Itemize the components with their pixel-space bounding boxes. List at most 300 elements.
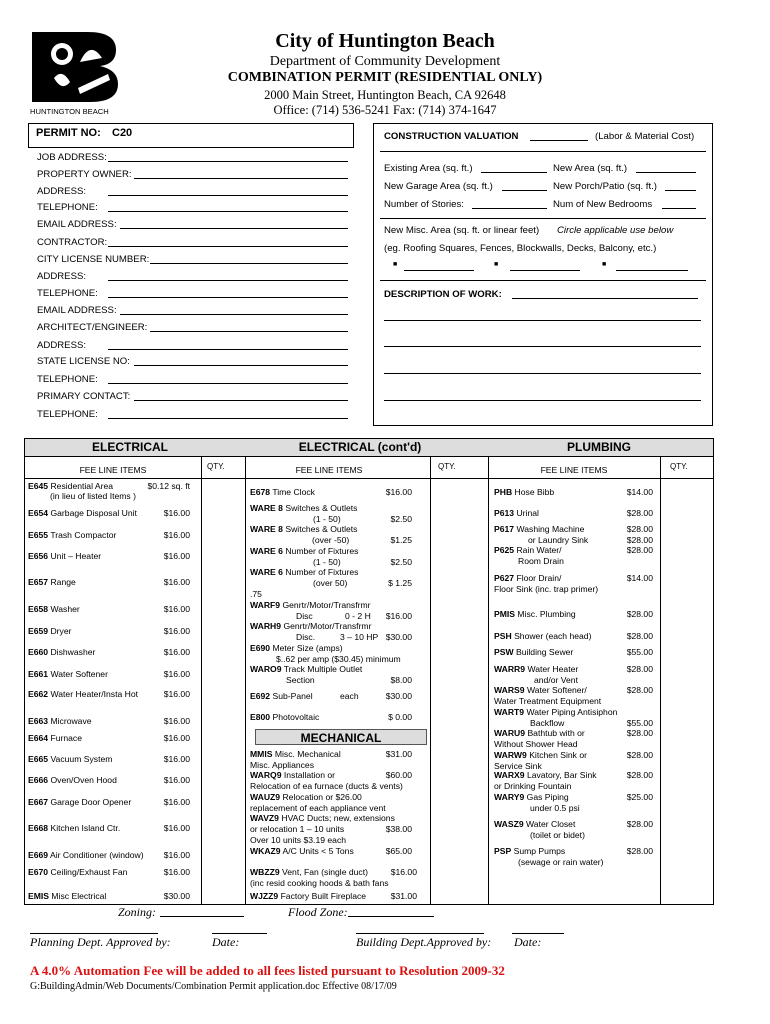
wart9-row — [494, 707, 617, 718]
fee-price: $16.00 — [163, 647, 190, 657]
ware8a-range: (1 - 50) — [313, 514, 341, 524]
warx9-row — [494, 770, 597, 781]
field-input[interactable] — [150, 323, 348, 332]
bedrooms-label: Num of New Bedrooms — [553, 199, 653, 210]
wauz9-note: replacement of each appliance vent — [250, 803, 386, 813]
psw-row — [494, 647, 573, 658]
mechanical-header: MECHANICAL — [255, 729, 427, 745]
building-sign-line[interactable] — [356, 933, 484, 934]
fee-code: E662 — [28, 689, 49, 699]
fee-code: E645 — [28, 481, 49, 491]
fee-desc: Urinal — [516, 508, 539, 518]
fee-desc: Dryer — [50, 626, 72, 636]
existing-area-input[interactable] — [481, 164, 547, 173]
electrical-row — [28, 775, 117, 786]
field-input[interactable] — [108, 375, 348, 384]
field-input[interactable] — [108, 272, 348, 281]
misc-input-2[interactable] — [510, 262, 580, 271]
fee-desc: Water Piping Antisiphon — [526, 707, 618, 717]
warq9-row: WARQ9 Installation or — [250, 770, 336, 780]
fee-code: WARU9 — [494, 728, 526, 738]
fee-price: $16.00 — [163, 689, 190, 699]
field-label: JOB ADDRESS: — [37, 152, 107, 163]
fee-code: E667 — [28, 797, 49, 807]
planning-approved-label: Planning Dept. Approved by: — [30, 935, 171, 949]
fee-price: $16.00 — [163, 797, 190, 807]
fee-price: $14.00 — [626, 573, 653, 583]
electrical-row — [28, 626, 71, 637]
field-9 — [37, 305, 117, 316]
field-3 — [37, 202, 98, 213]
fee-price: $30.00 — [163, 891, 190, 901]
field-input[interactable] — [134, 357, 348, 366]
fee-code: E666 — [28, 775, 49, 785]
fee-desc: Water Heater/Insta Hot — [50, 689, 139, 699]
wkaz9-row: WKAZ9 A/C Units < 5 Tons — [250, 846, 354, 856]
fee-price: $16.00 — [163, 530, 190, 540]
valuation-input[interactable] — [530, 132, 588, 141]
e690-rate: $..62 per amp ($30.45) minimum — [276, 654, 401, 664]
electrical-row — [28, 669, 108, 680]
valuation-label: CONSTRUCTION VALUATION — [384, 131, 519, 142]
field-11 — [37, 340, 86, 351]
electrical-row — [28, 530, 116, 541]
fee-code: WARW9 — [494, 750, 527, 760]
zoning-label: Zoning: — [118, 905, 157, 919]
field-label: ADDRESS: — [37, 340, 87, 351]
wavz9-row: WAVZ9 HVAC Ducts; new, extensions — [250, 813, 395, 823]
field-12 — [37, 356, 130, 367]
fee-price: $25.00 — [626, 792, 653, 802]
p627-row — [494, 573, 561, 584]
fee-price: $16.00 — [163, 733, 190, 743]
fee-desc: Kitchen Island Ctr. — [50, 823, 121, 833]
porch-area-label: New Porch/Patio (sq. ft.) — [553, 181, 657, 192]
fee-price: $16.00 — [163, 626, 190, 636]
field-input[interactable] — [120, 220, 348, 229]
fee-desc: Shower (each head) — [514, 631, 592, 641]
fee-code: E654 — [28, 508, 49, 518]
porch-area-input[interactable] — [665, 182, 696, 191]
fee-code: E663 — [28, 716, 49, 726]
flood-zone-label: Flood Zone: — [288, 905, 348, 919]
warq9-note: Relocation of ea furnace (ducts & vents) — [250, 781, 403, 791]
fee-line-head-1: FEE LINE ITEMS — [79, 465, 147, 475]
ware6b-range: (over 50) — [313, 578, 348, 588]
fee-code: E664 — [28, 733, 49, 743]
fee-code: P625 — [494, 545, 515, 555]
pmis-row — [494, 609, 576, 620]
fee-price: $55.00 — [626, 718, 653, 728]
fee-price: $28.00 — [626, 750, 653, 760]
fee-code: WARY9 — [494, 792, 525, 802]
bullet-1: ■ — [393, 261, 398, 268]
electrical-row — [28, 716, 92, 727]
field-label: PRIMARY CONTACT: — [37, 391, 131, 402]
fee-code: P613 — [494, 508, 515, 518]
fee-desc: Residential Area — [50, 481, 114, 491]
warf9-row: WARF9 Genrtr/Motor/Transfrmr — [250, 600, 371, 610]
fee-code: E669 — [28, 850, 49, 860]
waz9-row — [494, 819, 575, 830]
warf9-disc: Disc — [296, 611, 313, 621]
fee-note: (sewage or rain water) — [518, 857, 604, 867]
fee-note: Backflow — [530, 718, 565, 728]
fee-code: E668 — [28, 823, 49, 833]
ware6a-price: $2.50 — [390, 557, 412, 567]
field-input[interactable] — [108, 187, 348, 196]
fee-price: $28.00 — [626, 685, 653, 695]
ware6a-range: (1 - 50) — [313, 557, 341, 567]
e690-row: E690 Meter Size (amps) — [250, 643, 343, 653]
field-10 — [37, 322, 147, 333]
misc-examples: (eg. Roofing Squares, Fences, Blockwalls, Decks, Balcony, etc.) — [384, 243, 657, 254]
permit-no-value: C20 — [112, 127, 133, 139]
field-6 — [37, 254, 149, 265]
new-area-label: New Area (sq. ft.) — [553, 163, 628, 174]
city-address: 2000 Main Street, Huntington Beach, CA 92648 — [264, 88, 506, 102]
wjzz9-row: WJZZ9 Factory Built Fireplace — [250, 891, 367, 901]
fee-desc: Sump Pumps — [513, 846, 566, 856]
fee-desc: Water Closet — [526, 819, 576, 829]
fee-code: EMIS — [28, 891, 50, 901]
field-input[interactable] — [134, 170, 348, 179]
fee-desc: Kitchen Sink or — [529, 750, 587, 760]
qty-head-3: QTY. — [670, 462, 688, 471]
fee-note: Without Shower Head — [494, 739, 578, 749]
valuation-note: (Labor & Material Cost) — [595, 131, 695, 142]
new-area-input[interactable] — [636, 164, 696, 173]
fee-code: WASZ9 — [494, 819, 524, 829]
fee-desc: Bathtub with or — [527, 728, 585, 738]
description-line-2[interactable] — [384, 320, 701, 321]
waro9-row: WARO9 Track Multiple Outlet — [250, 664, 363, 674]
wbzz9-row: WBZZ9 Vent, Fan (single duct) — [250, 867, 368, 877]
zoning-input[interactable] — [160, 907, 244, 917]
fee-desc: Misc Electrical — [51, 891, 107, 901]
wkaz9-price: $65.00 — [385, 846, 412, 856]
city-phone: Office: (714) 536-5241 Fax: (714) 374-1647 — [273, 103, 497, 117]
fee-price: $16.00 — [163, 754, 190, 764]
fee-price: $28.00 — [626, 545, 653, 555]
field-input[interactable] — [108, 238, 348, 247]
fee-line-head-3: FEE LINE ITEMS — [540, 465, 608, 475]
logo-caption: HUNTINGTON BEACH — [30, 107, 109, 116]
fee-line-head-2: FEE LINE ITEMS — [295, 465, 363, 475]
fee-desc: Garage Door Opener — [50, 797, 132, 807]
ware6a-row: WARE 6 Number of Fixtures — [250, 546, 359, 556]
phb-row — [494, 487, 554, 498]
electrical-row — [28, 797, 131, 808]
electrical-row — [28, 577, 76, 588]
fee-code: WARS9 — [494, 685, 525, 695]
field-14 — [37, 391, 130, 402]
fee-desc: Dishwasher — [50, 647, 96, 657]
wauz9-row: WAUZ9 Relocation or $26.00 — [250, 792, 362, 802]
wars9-row — [494, 685, 587, 696]
fee-desc: Unit – Heater — [50, 551, 102, 561]
waro9-price: $8.00 — [390, 675, 412, 685]
p613-row — [494, 508, 539, 519]
description-line-4[interactable] — [384, 373, 701, 374]
fee-note: or Laundry Sink — [528, 535, 589, 545]
building-date-label: Date: — [514, 935, 542, 949]
fee-price: $28.00 — [626, 819, 653, 829]
wavz9-note: or relocation 1 – 10 units — [250, 824, 345, 834]
ware8a-price: $2.50 — [390, 514, 412, 524]
fee-code: PHB — [494, 487, 513, 497]
field-7 — [37, 271, 86, 282]
fee-desc: Water Softener/ — [526, 685, 587, 695]
wjzz9-price: $31.00 — [390, 891, 417, 901]
wavz9-over: Over 10 units $3.19 each — [250, 835, 347, 845]
misc-input-1[interactable] — [404, 262, 474, 271]
field-4 — [37, 219, 117, 230]
e678-row: E678 Time Clock — [250, 487, 315, 497]
garage-area-input[interactable] — [502, 182, 547, 191]
fee-price: $28.00 — [626, 508, 653, 518]
fee-code: E659 — [28, 626, 49, 636]
electrical-row — [28, 823, 120, 834]
field-label: STATE LICENSE NO: — [37, 356, 130, 367]
field-2 — [37, 186, 86, 197]
fee-code: WART9 — [494, 707, 525, 717]
electrical-row — [28, 604, 80, 615]
warr9-row — [494, 664, 578, 675]
waro9-section: Section — [286, 675, 315, 685]
fee-desc: Building Sewer — [515, 647, 574, 657]
field-label: ARCHITECT/ENGINEER: — [37, 322, 148, 333]
fee-note: Floor Sink (inc. trap primer) — [494, 584, 599, 594]
fee-code: PSP — [494, 846, 512, 856]
fee-price: $28.00 — [626, 846, 653, 856]
fee-code: E670 — [28, 867, 49, 877]
planning-sign-line[interactable] — [30, 933, 158, 934]
ware8b-price: $1.25 — [390, 535, 412, 545]
bullet-3: ■ — [602, 261, 607, 268]
fee-price: $16.00 — [163, 551, 190, 561]
field-13 — [37, 374, 98, 385]
warh9-price: $30.00 — [385, 632, 412, 642]
fee-price: $28.00 — [626, 524, 653, 534]
form-title: COMBINATION PERMIT (RESIDENTIAL ONLY) — [227, 70, 543, 85]
fee-price: $28.00 — [626, 535, 653, 545]
fee-price: $28.00 — [626, 664, 653, 674]
field-label: ADDRESS: — [37, 271, 87, 282]
fee-note: (toilet or bidet) — [530, 830, 585, 840]
description-line-5[interactable] — [384, 400, 701, 401]
p625-row — [494, 545, 562, 556]
building-approved-label: Building Dept.Approved by: — [356, 935, 492, 949]
field-label: CITY LICENSE NUMBER: — [37, 254, 150, 265]
fee-note: and/or Vent — [534, 675, 578, 685]
fee-desc: Oven/Oven Hood — [50, 775, 117, 785]
psp-row — [494, 846, 565, 857]
flood-zone-input[interactable] — [348, 907, 434, 917]
description-line-3[interactable] — [384, 346, 701, 347]
warf9-hp: 0 - 2 H — [345, 611, 371, 621]
fee-desc: Garbage Disposal Unit — [50, 508, 137, 518]
fee-code: PSH — [494, 631, 512, 641]
fee-code: E658 — [28, 604, 49, 614]
electrical-row — [28, 689, 138, 700]
fee-code: E661 — [28, 669, 49, 679]
fee-code: E665 — [28, 754, 49, 764]
field-label: EMAIL ADDRESS: — [37, 219, 117, 230]
electrical-header: ELECTRICAL — [25, 439, 235, 456]
fee-desc: Rain Water/ — [516, 545, 562, 555]
e800-price: $ 0.00 — [388, 712, 412, 722]
fee-price: $28.00 — [626, 609, 653, 619]
city-title: City of Huntington Beach — [275, 30, 495, 52]
fee-price: $14.00 — [626, 487, 653, 497]
warh9-hp: 3 – 10 HP — [340, 632, 379, 642]
electrical-row — [28, 891, 106, 902]
fee-desc: Range — [50, 577, 76, 587]
fee-price: $28.00 — [626, 728, 653, 738]
fee-note: Service Sink — [494, 761, 542, 771]
misc-input-3[interactable] — [616, 262, 688, 271]
fee-price: $16.00 — [163, 577, 190, 587]
automation-fee-notice: A 4.0% Automation Fee will be added to all fees listed pursuant to Resolution 2009-32 — [30, 963, 505, 978]
stories-input[interactable] — [472, 200, 547, 209]
electrical-row — [28, 867, 127, 878]
fee-price: $16.00 — [163, 669, 190, 679]
e800-row: E800 Photovoltaic — [250, 712, 320, 722]
description-input-1[interactable] — [512, 290, 698, 299]
field-input[interactable] — [108, 410, 348, 419]
ware6b-extra: .75 — [250, 589, 262, 599]
electrical-row — [28, 647, 95, 658]
warq9-price: $60.00 — [385, 770, 412, 780]
psh-row — [494, 631, 591, 642]
field-input[interactable] — [108, 203, 348, 212]
wbzz9-note: (inc resid cooking hoods & bath fans — [250, 878, 389, 888]
field-input[interactable] — [134, 392, 348, 401]
building-date-line[interactable] — [512, 933, 564, 934]
qty-head-2: QTY. — [438, 462, 456, 471]
fee-desc: Washer — [50, 604, 80, 614]
fee-code: E656 — [28, 551, 49, 561]
file-path: G:BuildingAdmin/Web Documents/Combination Permit application.doc Effective 08/17/09 — [30, 981, 397, 992]
wbzz9-price: $16.00 — [390, 867, 417, 877]
electrical-row — [28, 754, 112, 765]
field-label: ADDRESS: — [37, 186, 87, 197]
field-5 — [37, 237, 107, 248]
field-input[interactable] — [108, 289, 348, 298]
field-input[interactable] — [120, 306, 348, 315]
description-label: DESCRIPTION OF WORK: — [384, 289, 502, 300]
circle-note: Circle applicable use below — [557, 225, 674, 236]
field-label: CONTRACTOR: — [37, 237, 108, 248]
fee-note: or Drinking Fountain — [494, 781, 572, 791]
field-input[interactable] — [108, 341, 348, 350]
warh9-disc: Disc. — [296, 632, 316, 642]
e678-price: $16.00 — [385, 487, 412, 497]
fee-price: $55.00 — [626, 647, 653, 657]
fee-price: $16.00 — [163, 508, 190, 518]
field-label: TELEPHONE: — [37, 202, 98, 213]
fee-note: Room Drain — [518, 556, 564, 566]
p617-row — [494, 524, 584, 535]
field-label: TELEPHONE: — [37, 288, 98, 299]
field-label: TELEPHONE: — [37, 374, 98, 385]
bedrooms-input[interactable] — [662, 200, 696, 209]
field-label: EMAIL ADDRESS: — [37, 305, 117, 316]
e692-row: E692 Sub-Panel — [250, 691, 313, 701]
electrical-row — [28, 481, 113, 492]
fee-desc: Gas Piping — [526, 792, 569, 802]
fee-code: WARR9 — [494, 664, 526, 674]
fee-sub: (in lieu of listed Items ) — [50, 491, 136, 501]
fee-desc: Microwave — [50, 716, 92, 726]
fee-price: $28.00 — [626, 631, 653, 641]
field-label: TELEPHONE: — [37, 409, 98, 420]
qty-head-1: QTY. — [207, 462, 225, 471]
planning-date-line[interactable] — [212, 933, 267, 934]
fee-code: E657 — [28, 577, 49, 587]
plumbing-header: PLUMBING — [485, 439, 713, 456]
electrical-row — [28, 733, 82, 744]
fee-desc: Hose Bibb — [514, 487, 555, 497]
fee-price: $16.00 — [163, 867, 190, 877]
fee-desc: Trash Compactor — [50, 530, 117, 540]
fee-desc: Lavatory, Bar Sink — [526, 770, 597, 780]
wary9-row — [494, 792, 569, 803]
fee-desc: Misc. Plumbing — [517, 609, 576, 619]
existing-area-label: Existing Area (sq. ft.) — [384, 163, 473, 174]
ware6b-price: $ 1.25 — [388, 578, 412, 588]
fee-desc: Washing Machine — [516, 524, 585, 534]
electrical-cont-header: ELECTRICAL (cont'd) — [235, 439, 485, 456]
fee-note: under 0.5 psi — [530, 803, 580, 813]
fee-note: Water Treatment Equipment — [494, 696, 602, 706]
fee-price: $16.00 — [163, 850, 190, 860]
field-15 — [37, 409, 98, 420]
bullet-2: ■ — [494, 261, 499, 268]
fee-desc: Air Conditioner (window) — [50, 850, 144, 860]
fee-code: PSW — [494, 647, 514, 657]
fee-code: P617 — [494, 524, 515, 534]
e692-each: each — [340, 691, 359, 701]
fee-code: WARX9 — [494, 770, 525, 780]
field-8 — [37, 288, 98, 299]
electrical-row — [28, 551, 101, 562]
ware8b-row: WARE 8 Switches & Outlets — [250, 524, 358, 534]
electrical-row — [28, 508, 137, 519]
mmis-price: $31.00 — [385, 749, 412, 759]
field-input[interactable] — [150, 255, 348, 264]
planning-date-label: Date: — [212, 935, 240, 949]
fee-code: E660 — [28, 647, 49, 657]
mmis-note: Misc. Appliances — [250, 760, 315, 770]
fee-desc: Ceiling/Exhaust Fan — [50, 867, 128, 877]
warf9-price: $16.00 — [385, 611, 412, 621]
mmis-row: MMIS Misc. Mechanical — [250, 749, 341, 759]
field-input[interactable] — [108, 153, 348, 162]
dept-title: Department of Community Development — [269, 54, 501, 69]
ware8a-row: WARE 8 Switches & Outlets — [250, 503, 358, 513]
fee-desc: Furnace — [50, 733, 82, 743]
misc-area-label: New Misc. Area (sq. ft. or linear feet) — [384, 225, 540, 236]
e692-price: $30.00 — [385, 691, 412, 701]
field-label: PROPERTY OWNER: — [37, 169, 132, 180]
fee-desc: Water Heater — [527, 664, 579, 674]
fee-code: PMIS — [494, 609, 516, 619]
field-1 — [37, 169, 132, 180]
field-0 — [37, 152, 107, 163]
fee-desc: Water Softener — [50, 669, 108, 679]
